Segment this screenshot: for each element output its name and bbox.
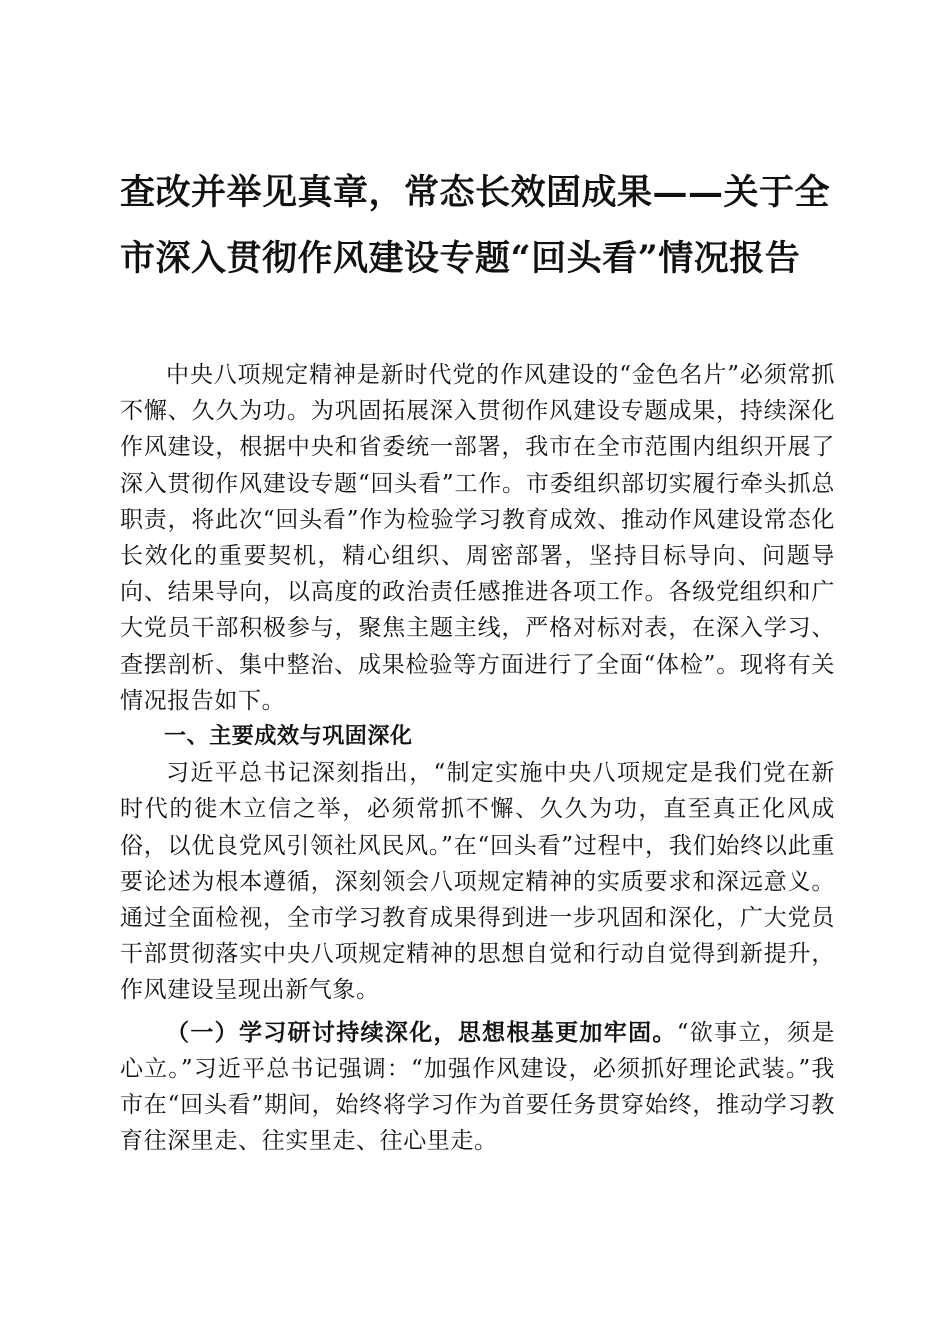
- subsection-1-text: “欲事立，须是心立。”习近平总书记强调：“加强作风建设，必须抓好理论武装。”我市在“回头看”期间，始终将学习作为首要任务贯穿始终，推动学习教育往深里走、往实里走、往心里走。: [120, 1019, 835, 1155]
- document-title-line-1: 查改并举见真章，常态长效固成果——关于全: [120, 172, 831, 213]
- subsection-1-paragraph: [120, 1015, 835, 1160]
- document-title-line-2: 市深入贯彻作风建设专题“回头看”情况报告: [120, 238, 801, 279]
- document-body: [120, 357, 835, 1159]
- intro-paragraph: 中央八项规定精神是新时代党的作风建设的“金色名片”必须常抓不懈、久久为功。为巩固拓展深入贯彻作风建设专题成果，持续深化作风建设，根据中央和省委统一部署，我市在全市范围内组织开展了深入贯彻作风建设专题“回头看”工作。市委组织部切实履行牵头抓总职责，将此次“回头看”作为检验学习教育成效、推动作风建设常态化长效化的重要契机，精心组织、周密部署，坚持目标导向、问题导向、结果导向，以高度的政治责任感推进各项工作。各级党组织和广大党员干部积极参与，聚焦主题主线，严格对标对表，在深入学习、查摆剖析、集中整治、成果检验等方面进行了全面“体检”。现将有关情况报告如下。: [120, 362, 835, 714]
- section-1-paragraph: 习近平总书记深刻指出，“制定实施中央八项规定是我们党在新时代的徙木立信之举，必须常抓不懈、久久为功，直至真正化风成俗，以优良党风引领社风民风。”在“回头看”过程中，我们始终以此重要论述为根本遵循，深刻领会八项规定精神的实质要求和深远意义。通过全面检视，全市学习教育成果得到进一步巩固和深化，广大党员干部贯彻落实中央八项规定精神的思想自觉和行动自觉得到新提升，作风建设呈现出新气象。: [120, 760, 835, 1004]
- section-1-heading: 一、主要成效与巩固深化: [164, 724, 413, 750]
- subsection-1-heading: （一）学习研讨持续深化，思想根基更加牢固。: [166, 1018, 677, 1046]
- document-title: [120, 160, 840, 292]
